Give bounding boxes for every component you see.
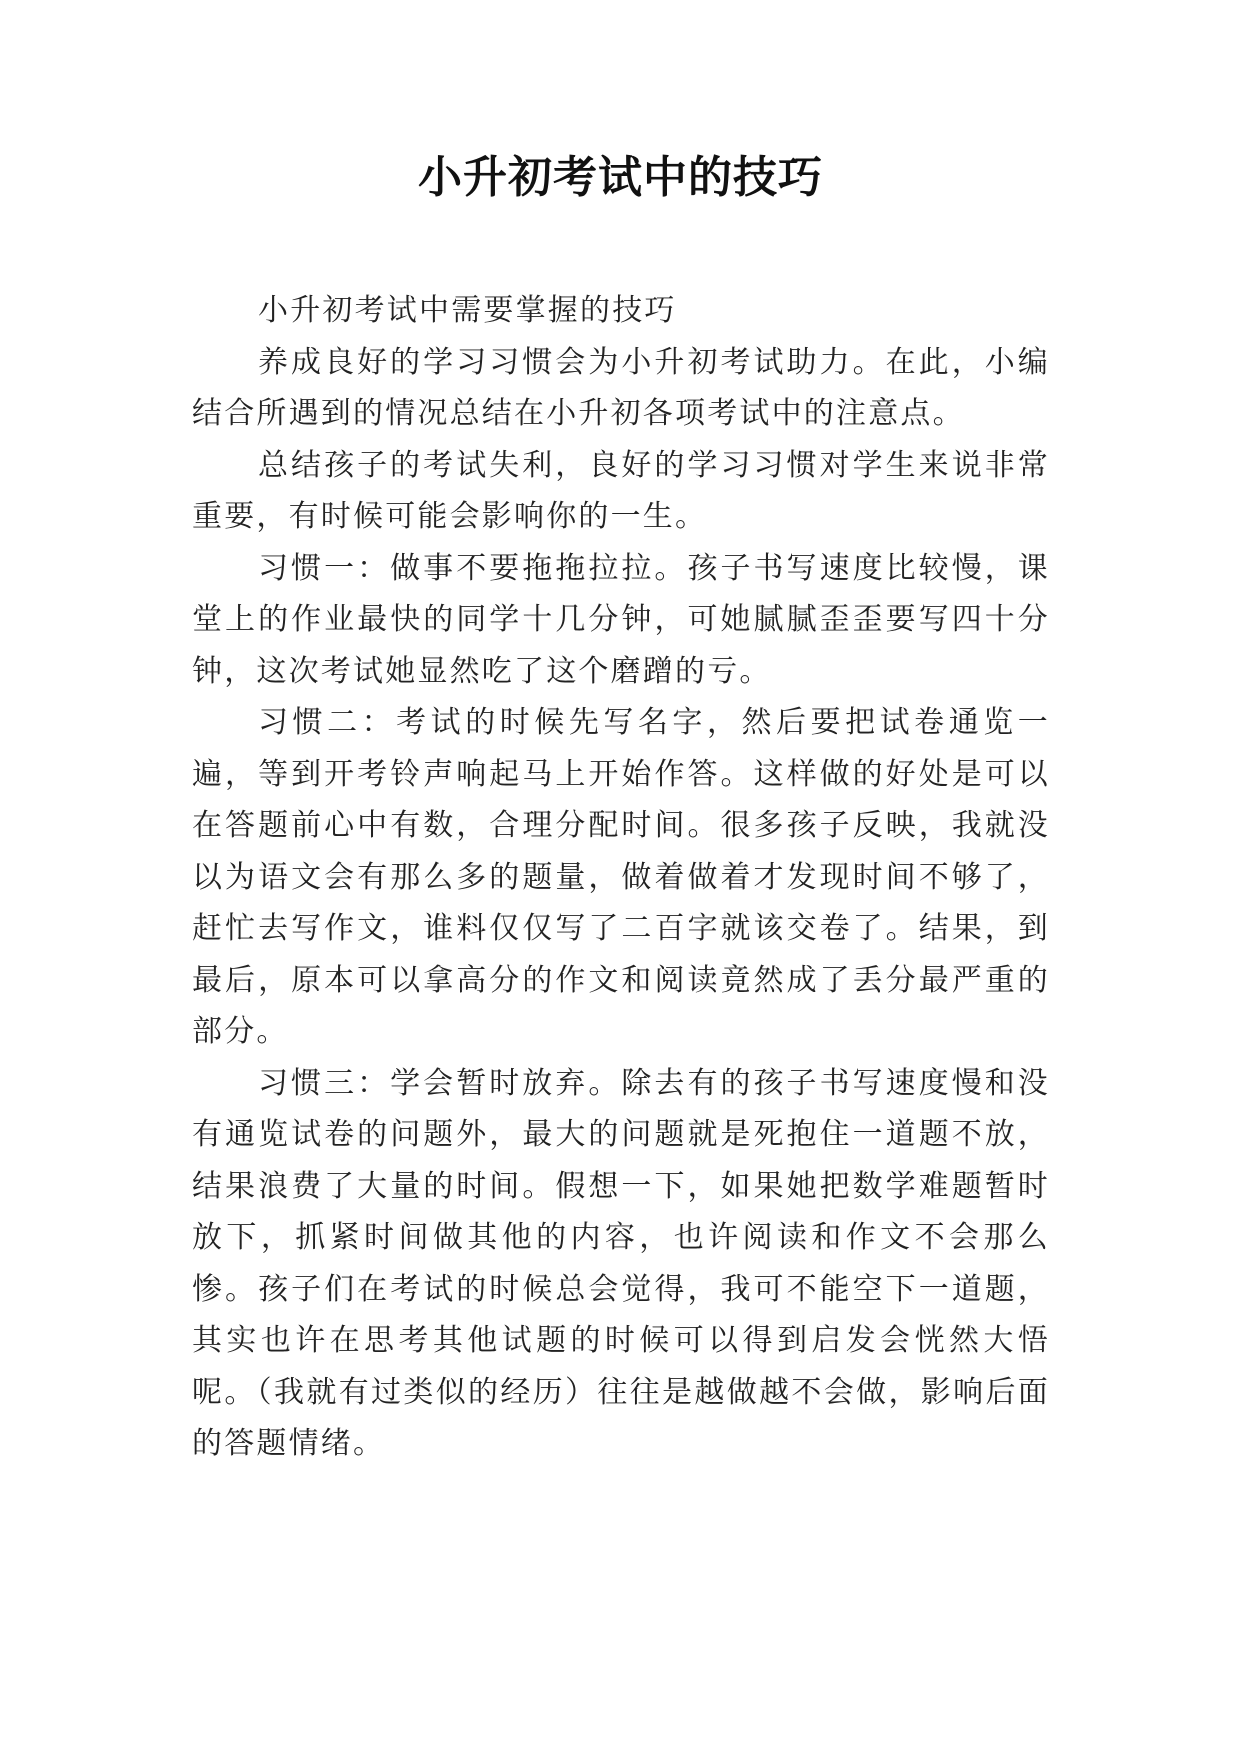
- document-title: 小升初考试中的技巧: [418, 152, 823, 203]
- document-body: [192, 285, 1050, 1470]
- paragraph-habit-three: 习惯三：学会暂时放弃。除去有的孩子书写速度慢和没有通览试卷的问题外，最大的问题就是死抱住一道题不放，结果浪费了大量的时间。假想一下，如果她把数学难题暂时放下，抓紧时间做其他的内容，也许阅读和作文不会那么惨。孩子们在考试的时候总会觉得，我可不能空下一道题，其实也许在思考其他试题的时候可以得到启发会恍然大悟呢。（我就有过类似的经历）往往是越做越不会做，影响后面的答题情绪。: [192, 1065, 1050, 1461]
- paragraph-subtitle: 小升初考试中需要掌握的技巧: [258, 293, 677, 328]
- paragraph-intro: 养成良好的学习习惯会为小升初考试助力。在此，小编结合所遇到的情况总结在小升初各项考试中的注意点。: [192, 344, 1050, 431]
- paragraph-habit-one: 习惯一：做事不要拖拖拉拉。孩子书写速度比较慢，课堂上的作业最快的同学十几分钟，可她腻腻歪歪要写四十分钟，这次考试她显然吃了这个磨蹭的亏。: [192, 550, 1050, 689]
- paragraph-summary: 总结孩子的考试失利，良好的学习习惯对学生来说非常重要，有时候可能会影响你的一生。: [192, 447, 1050, 534]
- paragraph-habit-two: 习惯二：考试的时候先写名字，然后要把试卷通览一遍，等到开考铃声响起马上开始作答。这样做的好处是可以在答题前心中有数，合理分配时间。很多孩子反映，我就没以为语文会有那么多的题量，做着做着才发现时间不够了，赶忙去写作文，谁料仅仅写了二百字就该交卷了。结果，到最后，原本可以拿高分的作文和阅读竟然成了丢分最严重的部分。: [192, 705, 1050, 1049]
